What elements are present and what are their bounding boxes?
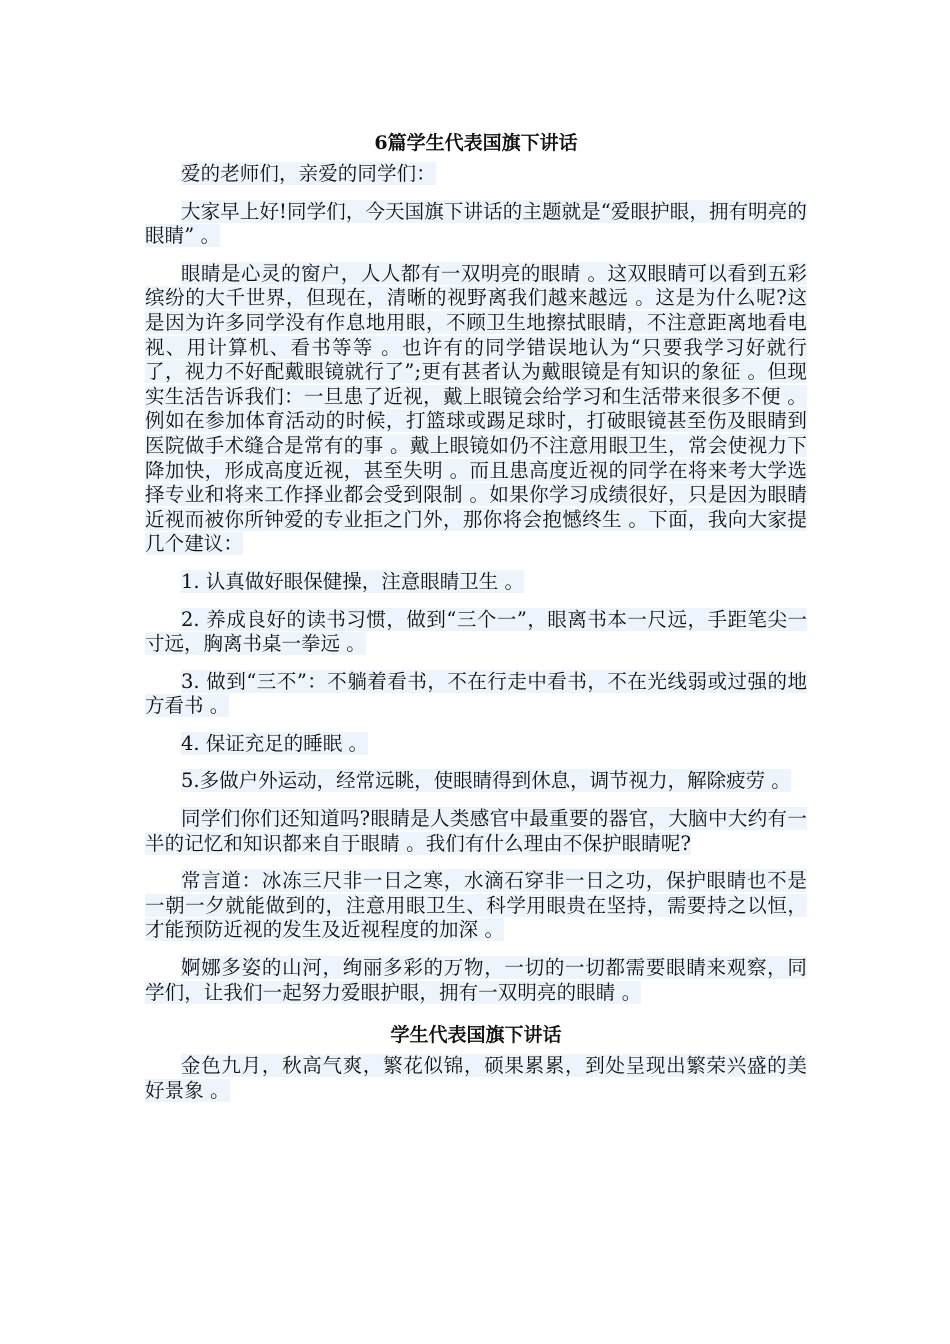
body-paragraph: 常言道：冰冻三尺非一日之寒，水滴石穿非一日之功，保护眼睛也不是一朝一夕就能做到的，注意用眼卫生、科学用眼贵在坚持，需要持之以恒，才能预防近视的发生及近视程度的加深 。 bbox=[145, 869, 807, 942]
closing-paragraph: 婀娜多姿的山河，绚丽多彩的万物，一切的一切都需要眼睛来观察，同学们，让我们一起努力爱眼护眼，拥有一双明亮的眼睛 。 bbox=[145, 956, 807, 1004]
body-paragraph: 同学们你们还知道吗?眼睛是人类感官中最重要的器官，大脑中大约有一半的记忆和知识都来自于眼睛 。我们有什么理由不保护眼睛呢? bbox=[145, 807, 807, 855]
section-paragraph: 金色九月，秋高气爽，繁花似锦，硕果累累，到处呈现出繁荣兴盛的美好景象 。 bbox=[145, 1054, 807, 1102]
document-page bbox=[145, 126, 807, 1116]
document-title: 6篇学生代表国旗下讲话 bbox=[374, 132, 578, 154]
suggestion-item-1: 1. 认真做好眼保健操，注意眼睛卫生 。 bbox=[181, 569, 525, 593]
greeting-paragraph: 爱的老师们，亲爱的同学们： bbox=[181, 162, 436, 185]
opening-paragraph: 大家早上好!同学们，今天国旗下讲话的主题就是“爱眼护眼，拥有明亮的眼睛” 。 bbox=[145, 199, 807, 248]
suggestion-item-3: 3. 做到“三不”：不躺着看书，不在行走中看书，不在光线弱或过强的地方看书 。 bbox=[145, 669, 807, 718]
suggestion-item-2: 2. 养成良好的读书习惯，做到“三个一”，眼离书本一尺远，手距笔尖一寸远，胸离书桌一拳远 。 bbox=[145, 607, 807, 656]
section-title: 学生代表国旗下讲话 bbox=[390, 1024, 562, 1047]
suggestion-item-5: 5.多做户外运动，经常远眺，使眼睛得到休息，调节视力，解除疲劳 。 bbox=[181, 769, 791, 793]
body-paragraph: 眼睛是心灵的窗户，人人都有一双明亮的眼睛 。这双眼睛可以看到五彩缤纷的大千世界，但现在，清晰的视野离我们越来越远 。这是为什么呢?这是因为许多同学没有作息地用眼，不顾卫生地擦拭眼睛，不注意距离地看电视、用计算机、看书等等 。也许有的同学错误地认为“只要我学习好就行了，视力不好配戴眼镜就行了”;更有甚者认为戴眼镜是有知识的象征 。但现实生活告诉我们：一旦患了近视，戴上眼镜会给学习和生活带来很多不便 。例如在参加体育活动的时候，打篮球或踢足球时，打破眼镜甚至伤及眼睛到医院做手术缝合是常有的事 。戴上眼镜如仍不注意用眼卫生，常会使视力下降加快，形成高度近视，甚至失明 。而且患高度近视的同学在将来考大学选择专业和将来工作择业都会受到限制 。如果你学习成绩很好，只是因为眼睛近视而被你所钟爱的专业拒之门外，那你将会抱憾终生 。下面，我向大家提几个建议： bbox=[145, 261, 807, 556]
suggestion-item-4: 4. 保证充足的睡眠 。 bbox=[181, 731, 369, 755]
